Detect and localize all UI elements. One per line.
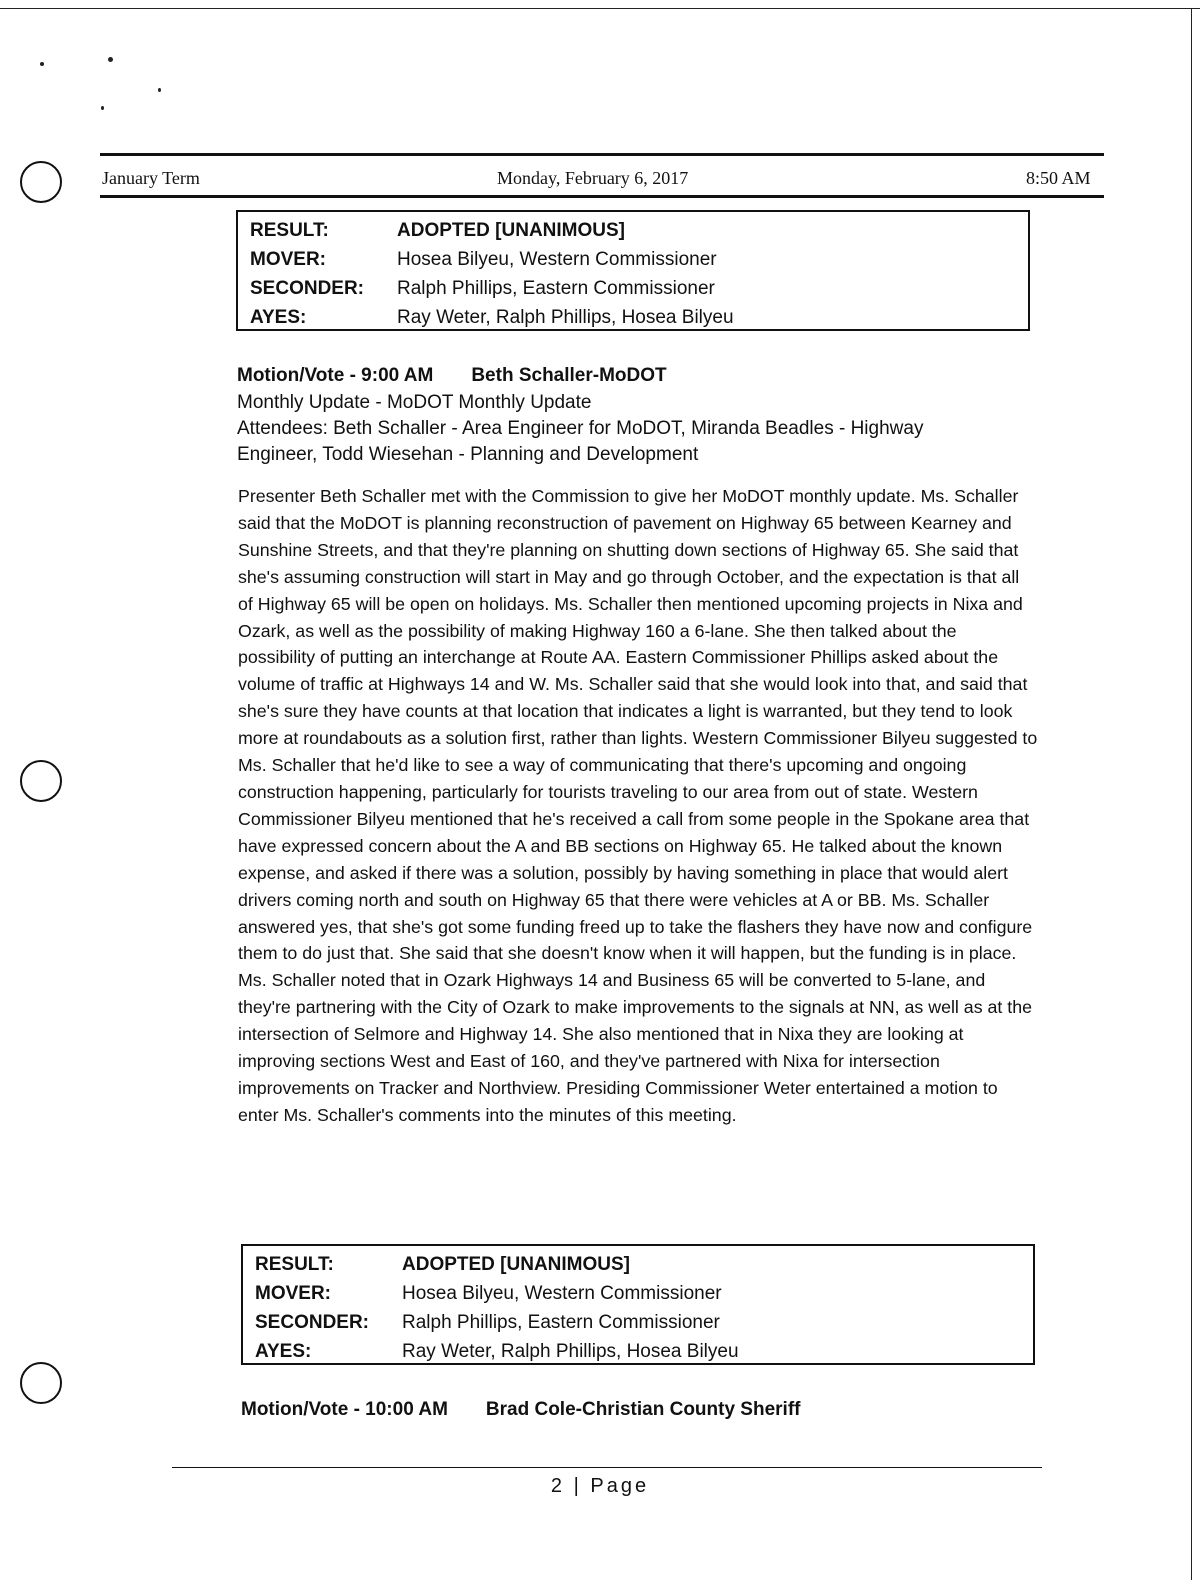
seconder-label: SECONDER: — [255, 1311, 370, 1333]
header-rule-bottom — [100, 195, 1104, 198]
seconder-value: Ralph Phillips, Eastern Commissioner — [397, 277, 715, 299]
mover-label: MOVER: — [255, 1282, 331, 1304]
ayes-value: Ray Weter, Ralph Phillips, Hosea Bilyeu — [402, 1340, 739, 1362]
punch-hole-top — [20, 161, 62, 203]
mover-value: Hosea Bilyeu, Western Commissioner — [402, 1282, 722, 1304]
punch-hole-bottom — [20, 1362, 62, 1404]
vote-row-seconder — [250, 274, 1018, 303]
header-rule-top — [100, 153, 1104, 156]
ayes-label: AYES: — [250, 306, 307, 328]
attendees-line: Attendees: Beth Schaller - Area Engineer for MoDOT, Miranda Beadles - Highway Engineer, Todd Wiesehan - Planning and Development — [237, 418, 924, 465]
modot-discussion-paragraph: Presenter Beth Schaller met with the Commission to give her MoDOT monthly update. Ms. Schaller said that the MoDOT is planning reconstruction of pavement on Highway 65 between Kearney and Sunshine Streets, and that they're planning on shutting down sections of Highway 65. She said that she's assuming construction will start in May and go through October, and the expectation is that all of Highway 65 will be open on holidays. Ms. Schaller then mentioned upcoming projects in Nixa and Ozark, as well as the possibility of making Highway 160 a 6-lane. She then talked about the possibility of putting an interchange at Route AA. Eastern Commissioner Phillips asked about the volume of traffic at Highways 14 and W. Ms. Schaller said that she would look into that, and said that she's sure they have counts at that location that indicates a light is warranted, but they tend to look more at roundabouts as a solution first, rather than lights. Western Commissioner Bilyeu suggested to Ms. Schaller that he'd like to see a way of communicating that there's upcoming and ongoing construction happening, particularly for tourists traveling to our area from out of state. Western Commissioner Bilyeu mentioned that he's received a call from some people in the Spokane area that have expressed concern about the A and BB sections on Highway 65. He talked about the known expense, and asked if there was a solution, possibly by having something in place that would alert drivers coming north and south on Highway 65 that there were vehicles at A or BB. Ms. Schaller answered yes, that she's got some funding freed up to take the flashers they have now and configure them to do just that. She said that she doesn't know when it will happen, but the funding is in place. Ms. Schaller noted that in Ozark Highways 14 and Business 65 will be converted to 5-lane, and they're partnering with the City of Ozark to make improvements to the signals at NN, as well as at the intersection of Selmore and Highway 14. She also mentioned that in Nixa they are looking at improving sections West and East of 160, and they've partnered with Nixa for intersection improvements on Tracker and Northview. Presiding Commissioner Weter entertained a motion to enter Ms. Schaller's comments into the minutes of this meeting. — [238, 486, 1038, 1125]
scan-speck — [40, 62, 44, 66]
vote-row-result — [250, 216, 1018, 245]
motion-label: Motion/Vote - 9:00 AM — [237, 365, 434, 386]
result-label: RESULT: — [250, 219, 329, 241]
motion-presenter: Beth Schaller-MoDOT — [471, 365, 667, 386]
seconder-value: Ralph Phillips, Eastern Commissioner — [402, 1311, 720, 1333]
mover-value: Hosea Bilyeu, Western Commissioner — [397, 248, 717, 270]
vote-row-mover — [255, 1279, 1023, 1308]
header-time: 8:50 AM — [1026, 168, 1091, 188]
vote-result-box-top — [236, 210, 1030, 331]
footer-rule — [172, 1467, 1042, 1468]
motion-heading-sheriff — [241, 1399, 800, 1421]
scan-speck — [158, 88, 161, 92]
vote-row-ayes — [250, 303, 1018, 332]
monthly-update-line: Monthly Update - MoDOT Monthly Update — [237, 392, 592, 413]
vote-result-box-bottom — [241, 1244, 1035, 1365]
motion-label: Motion/Vote - 10:00 AM — [241, 1399, 448, 1420]
punch-hole-middle — [20, 760, 62, 802]
page-edge-right — [1191, 8, 1192, 1580]
result-value: ADOPTED [UNANIMOUS] — [402, 1253, 630, 1275]
header-date: Monday, February 6, 2017 — [497, 168, 689, 188]
ayes-value: Ray Weter, Ralph Phillips, Hosea Bilyeu — [397, 306, 734, 328]
vote-row-ayes — [255, 1337, 1023, 1366]
result-label: RESULT: — [255, 1253, 334, 1275]
vote-row-result — [255, 1250, 1023, 1279]
page-edge-top — [0, 8, 1200, 9]
mover-label: MOVER: — [250, 248, 326, 270]
ayes-label: AYES: — [255, 1340, 312, 1362]
result-value: ADOPTED [UNANIMOUS] — [397, 219, 625, 241]
page-number: 2 | Page — [550, 1475, 650, 1497]
scan-speck — [108, 57, 113, 62]
vote-row-mover — [250, 245, 1018, 274]
motion-heading-modot — [237, 365, 667, 387]
motion-presenter: Brad Cole-Christian County Sheriff — [485, 1399, 801, 1420]
seconder-label: SECONDER: — [250, 277, 365, 299]
header-term: January Term — [102, 168, 200, 188]
scan-speck — [101, 106, 104, 110]
vote-row-seconder — [255, 1308, 1023, 1337]
